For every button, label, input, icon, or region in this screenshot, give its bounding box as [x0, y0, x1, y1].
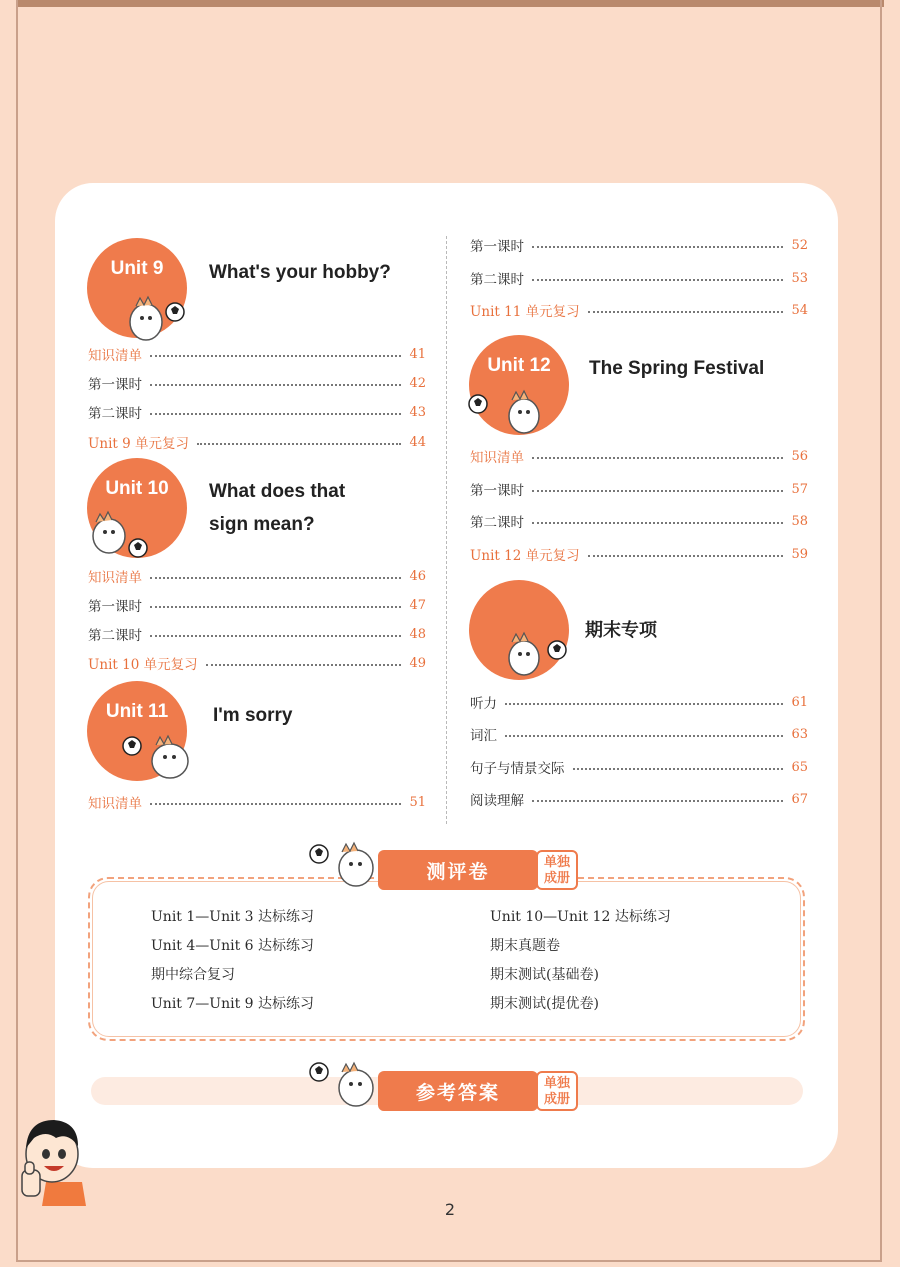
- evaluation-item[interactable]: Unit 7—Unit 9 达标练习: [151, 996, 315, 1012]
- page-number: 2: [444, 1200, 456, 1219]
- evaluation-item[interactable]: Unit 1—Unit 3 达标练习: [151, 909, 315, 925]
- unit9-badge: Unit 9: [110, 258, 164, 279]
- dinosaur-mascot-icon: [118, 292, 190, 347]
- unit12-title: The Spring Festival: [589, 358, 765, 379]
- evaluation-item[interactable]: Unit 4—Unit 6 达标练习: [151, 938, 315, 954]
- evaluation-item[interactable]: 期末测试(提优卷): [490, 996, 599, 1012]
- unit10-badge: Unit 10: [105, 478, 169, 499]
- toc-row[interactable]: Unit 10 单元复习 49: [88, 655, 426, 673]
- toc-row[interactable]: 知识清单 56: [470, 448, 808, 466]
- toc-row[interactable]: Unit 11 单元复习 54: [470, 302, 808, 320]
- evaluation-item[interactable]: Unit 10—Unit 12 达标练习: [490, 909, 671, 925]
- toc-row[interactable]: 第一课时 42: [88, 375, 426, 393]
- toc-row[interactable]: 第一课时 57: [470, 481, 808, 499]
- toc-row[interactable]: 第二课时 58: [470, 513, 808, 531]
- dinosaur-mascot-icon: [84, 508, 154, 560]
- unit11-title: I'm sorry: [213, 705, 293, 726]
- unit11-badge: Unit 11: [105, 701, 169, 722]
- unit10-title-line2: sign mean?: [209, 514, 315, 535]
- toc-row[interactable]: 第二课时 48: [88, 626, 426, 644]
- toc-row[interactable]: 第一课时 47: [88, 597, 426, 615]
- column-divider: [446, 236, 447, 824]
- toc-row[interactable]: 第二课时 53: [470, 270, 808, 288]
- unit10-title-line1: What does that: [209, 481, 346, 502]
- toc-row[interactable]: 句子与情景交际 65: [470, 759, 808, 777]
- boy-thumbs-up-icon: [16, 1112, 88, 1206]
- toc-row[interactable]: Unit 12 单元复习 59: [470, 546, 808, 564]
- dinosaur-mascot-icon: [500, 630, 572, 682]
- unit9-title: What's your hobby?: [209, 262, 391, 283]
- toc-row[interactable]: 词汇 63: [470, 726, 808, 744]
- toc-row[interactable]: 第二课时 43: [88, 404, 426, 422]
- dinosaur-mascot-icon: [120, 733, 198, 788]
- evaluation-banner: 测评卷: [378, 850, 538, 890]
- toc-row[interactable]: Unit 9 单元复习 44: [88, 434, 426, 452]
- evaluation-item[interactable]: 期中综合复习: [151, 967, 235, 983]
- toc-row[interactable]: 听力 61: [470, 694, 808, 712]
- unit12-badge: Unit 12: [487, 355, 551, 376]
- evaluation-box-inner: [92, 881, 801, 1037]
- toc-row[interactable]: 阅读理解 67: [470, 791, 808, 809]
- dinosaur-mascot-icon: [466, 388, 546, 438]
- answers-banner: 参考答案: [378, 1071, 538, 1111]
- evaluation-separate-badge: 单独 成册: [536, 850, 578, 890]
- dinosaur-with-ball-icon: [306, 1060, 378, 1112]
- toc-row[interactable]: 知识清单 46: [88, 568, 426, 586]
- answers-separate-badge: 单独 成册: [536, 1071, 578, 1111]
- evaluation-item[interactable]: 期末测试(基础卷): [490, 967, 599, 983]
- toc-row[interactable]: 第一课时 52: [470, 237, 808, 255]
- final-review-title: 期末专项: [585, 620, 657, 641]
- toc-row[interactable]: 知识清单 51: [88, 794, 426, 812]
- toc-row[interactable]: 知识清单 41: [88, 346, 426, 364]
- evaluation-item[interactable]: 期末真题卷: [490, 938, 560, 954]
- dinosaur-with-ball-icon: [306, 840, 378, 892]
